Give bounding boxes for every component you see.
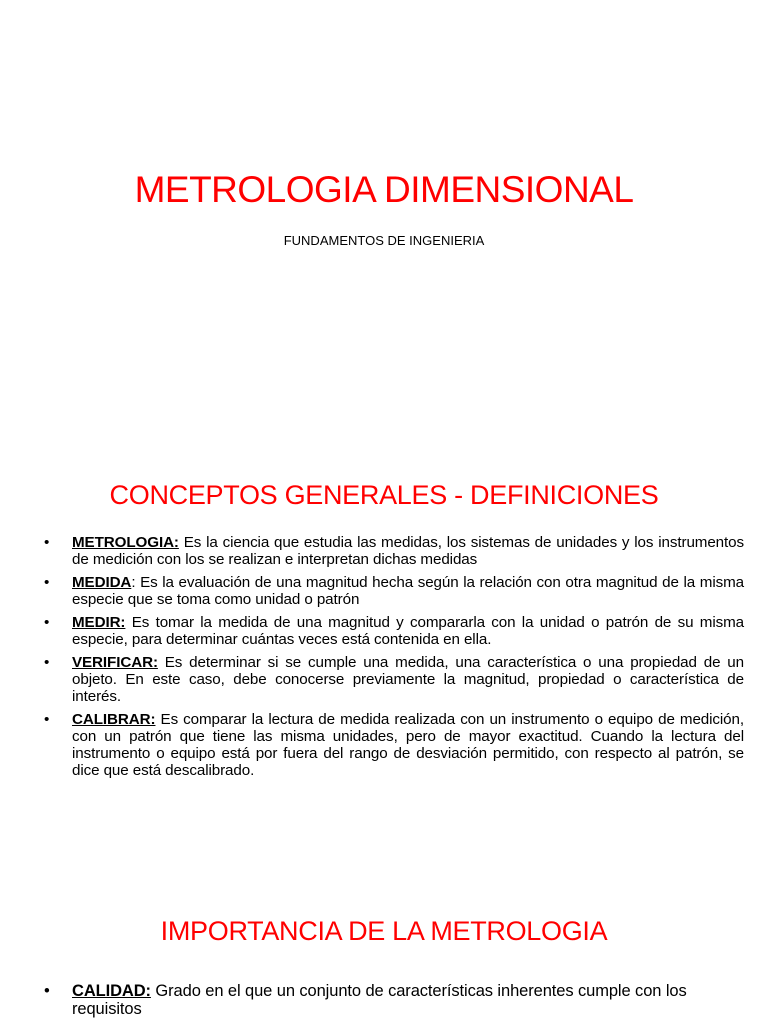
definition-text: : Es la evaluación de una magnitud hecha según la relación con otra magnitud de la misma especie que se toma como unidad o patrón bbox=[72, 574, 744, 608]
section-title-definitions: CONCEPTOS GENERALES - DEFINICIONES bbox=[109, 480, 659, 510]
bullet: • bbox=[44, 534, 50, 551]
definition-term: VERIFICAR: bbox=[72, 654, 158, 671]
definitions-list bbox=[44, 534, 744, 785]
list-item bbox=[44, 574, 744, 608]
bullet: • bbox=[44, 711, 50, 728]
definition-term: CALIBRAR: bbox=[72, 711, 156, 728]
list-item bbox=[44, 711, 744, 779]
list-item bbox=[44, 614, 744, 648]
bullet: • bbox=[44, 654, 50, 671]
definition-text: Es comparar la lectura de medida realizada con un instrumento o equipo de medición, con un patrón que tiene las misma unidades, pero de mayor exactitud. Cuando la lectura del instrumento o equipo está por fuera del rango de desviación permitido, con respecto al patrón, se dice que está descalibrado. bbox=[72, 711, 744, 779]
bullet: • bbox=[44, 614, 50, 631]
list-item bbox=[44, 534, 744, 568]
page-title: METROLOGIA DIMENSIONAL bbox=[134, 169, 634, 210]
definition-term: METROLOGIA: bbox=[72, 534, 179, 551]
section-title-importance: IMPORTANCIA DE LA METROLOGIA bbox=[160, 916, 608, 946]
bullet: • bbox=[44, 574, 50, 591]
definition-text: Grado en el que un conjunto de características inherentes cumple con los requisitos bbox=[72, 982, 687, 1018]
definition-text: Es tomar la medida de una magnitud y compararla con la unidad o patrón de su misma especie, para determinar cuántas veces está contenida en ella. bbox=[72, 614, 744, 648]
definition-text: Es la ciencia que estudia las medidas, los sistemas de unidades y los instrumentos de medición con los se realizan e interpretan dichas medidas bbox=[72, 534, 744, 568]
definition-term: CALIDAD: bbox=[72, 982, 151, 1000]
list-item bbox=[44, 982, 744, 1018]
list-item bbox=[44, 654, 744, 705]
definition-term: MEDIDA bbox=[72, 574, 132, 591]
importance-list bbox=[44, 982, 744, 1024]
bullet: • bbox=[44, 982, 50, 1000]
definition-term: MEDIR: bbox=[72, 614, 126, 631]
page-subtitle: FUNDAMENTOS DE INGENIERIA bbox=[283, 233, 485, 248]
definition-text: Es determinar si se cumple una medida, una característica o una propiedad de un objeto. En este caso, debe conocerse previamente la magnitud, propiedad o característica de interés. bbox=[72, 654, 744, 705]
